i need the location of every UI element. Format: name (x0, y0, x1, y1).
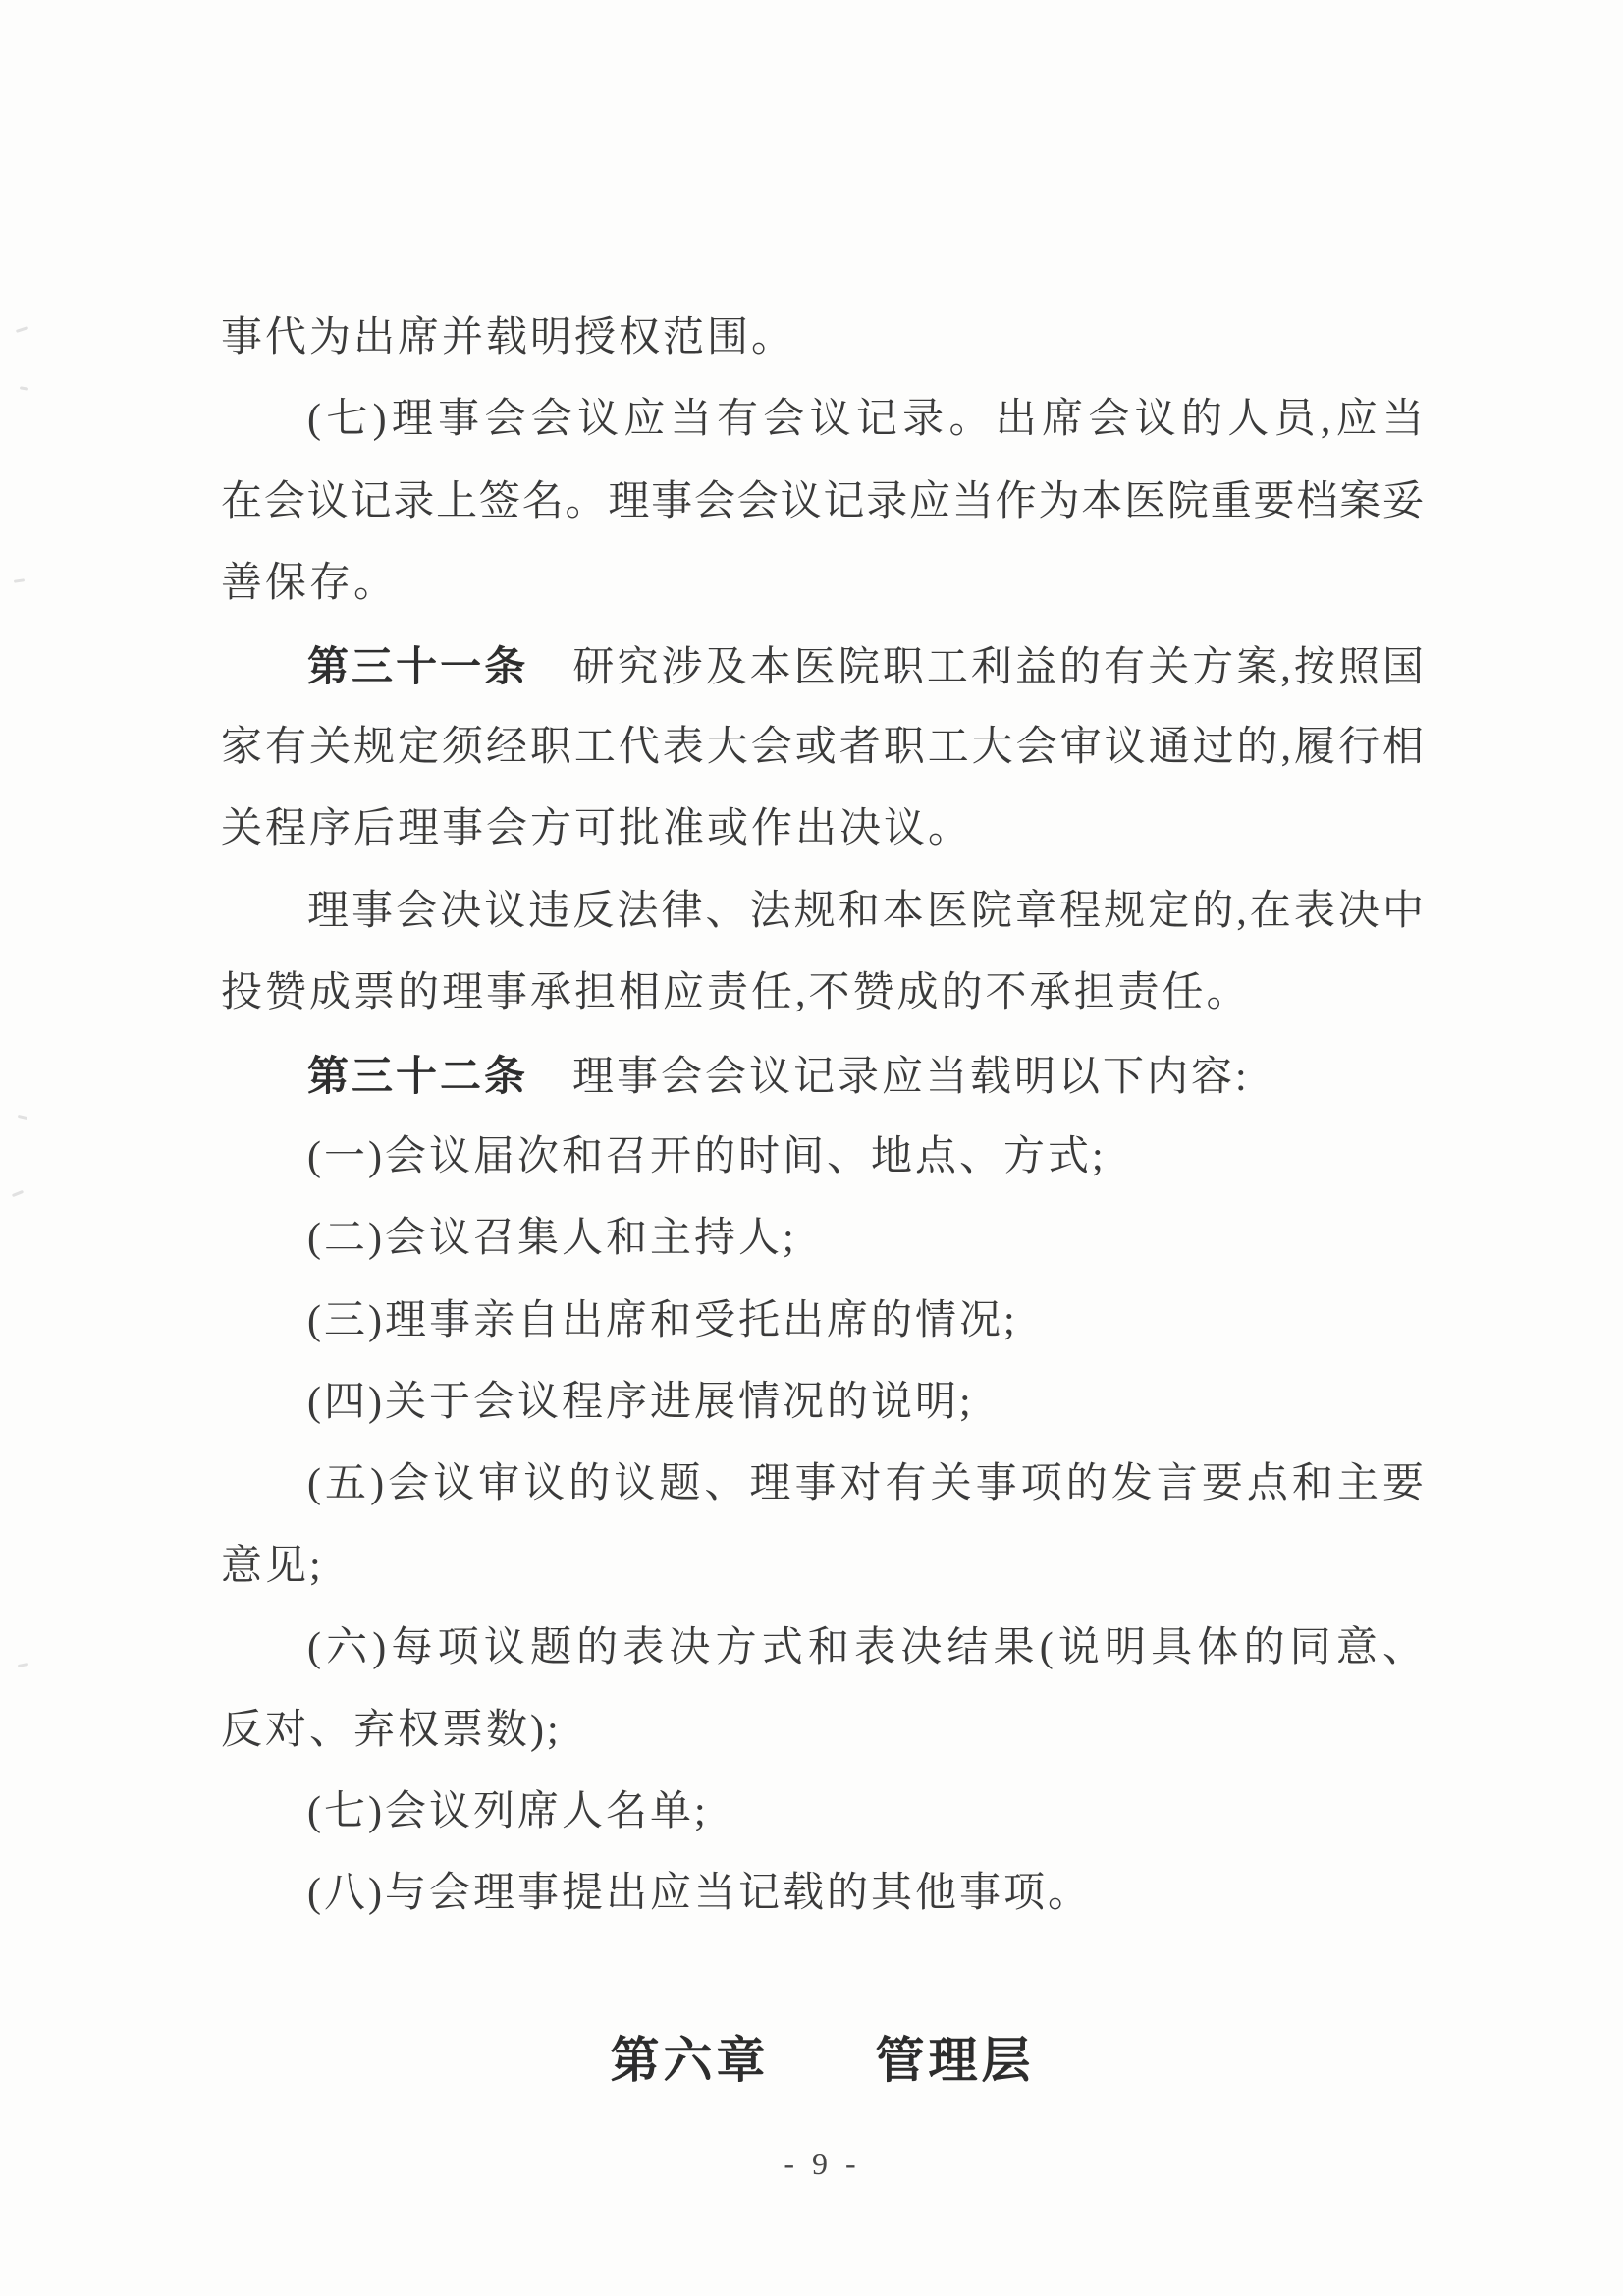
scan-artifact (12, 1190, 24, 1197)
text-segment: (七)理事会会议应当有会议记录。出席会议的人员,应当 (307, 397, 1424, 443)
text-line (221, 1690, 1424, 1772)
text-segment: 事代为出席并载明授权范围。 (221, 315, 796, 360)
text-line (221, 462, 1424, 543)
article-number: 第三十一条 (307, 642, 529, 689)
text-segment: (六)每项议题的表决方式和表决结果(说明具体的同意、 (307, 1625, 1424, 1671)
text-segment: 在会议记录上签名。理事会会议记录应当作为本医院重要档案妥 (221, 478, 1424, 524)
article-number: 第三十二条 (307, 1052, 529, 1099)
text-segment: (二)会议召集人和主持人; (307, 1216, 797, 1262)
text-line (221, 298, 1424, 379)
text-segment: (八)与会理事提出应当记载的其他事项。 (307, 1871, 1092, 1917)
scan-artifact (18, 1115, 27, 1120)
text-segment: (四)关于会议程序进展情况的说明; (307, 1380, 974, 1426)
text-line (221, 379, 1424, 461)
text-segment: 理事会决议违反法律、法规和本医院章程规定的,在表决中 (307, 888, 1424, 934)
text-line (221, 1035, 1424, 1117)
text-segment: (三)理事亲自出席和受托出席的情况; (307, 1297, 1018, 1343)
text-segment: 关程序后理事会方可批准或作出决议。 (221, 806, 973, 852)
text-line (221, 543, 1424, 625)
text-segment: (一)会议届次和召开的时间、地点、方式; (307, 1133, 1107, 1179)
text-segment: (五)会议审议的议题、理事对有关事项的发言要点和主要 (307, 1461, 1424, 1507)
text-segment: 研究涉及本医院职工利益的有关方案,按照国 (528, 644, 1424, 690)
scan-artifact (20, 386, 28, 391)
text-segment: 理事会会议记录应当载明以下内容: (528, 1054, 1250, 1100)
scan-artifact (16, 326, 28, 333)
text-line (221, 707, 1424, 789)
text-line (221, 1117, 1424, 1198)
text-line (221, 1198, 1424, 1280)
page-number: - 9 - (784, 2146, 861, 2181)
text-line (221, 626, 1424, 707)
text-segment: 意见; (221, 1543, 324, 1589)
document-body (221, 298, 1424, 1936)
text-line (221, 1444, 1424, 1525)
text-segment: (七)会议列席人名单; (307, 1789, 709, 1835)
text-line (221, 1608, 1424, 1689)
text-line (221, 1772, 1424, 1853)
text-segment: 善保存。 (221, 561, 399, 607)
text-line (221, 1362, 1424, 1444)
text-line (221, 1281, 1424, 1362)
scan-artifact (14, 578, 25, 583)
scan-artifact (18, 1663, 28, 1667)
text-line (221, 1526, 1424, 1608)
chapter-heading: 第六章 管理层 (610, 2033, 1035, 2088)
text-line (221, 789, 1424, 870)
text-line (221, 1853, 1424, 1935)
text-segment: 投赞成票的理事承担相应责任,不赞成的不承担责任。 (221, 970, 1251, 1016)
text-line (221, 871, 1424, 953)
text-segment: 家有关规定须经职工代表大会或者职工大会审议通过的,履行相 (221, 724, 1424, 770)
text-segment: 反对、弃权票数); (221, 1707, 562, 1753)
text-line (221, 953, 1424, 1034)
